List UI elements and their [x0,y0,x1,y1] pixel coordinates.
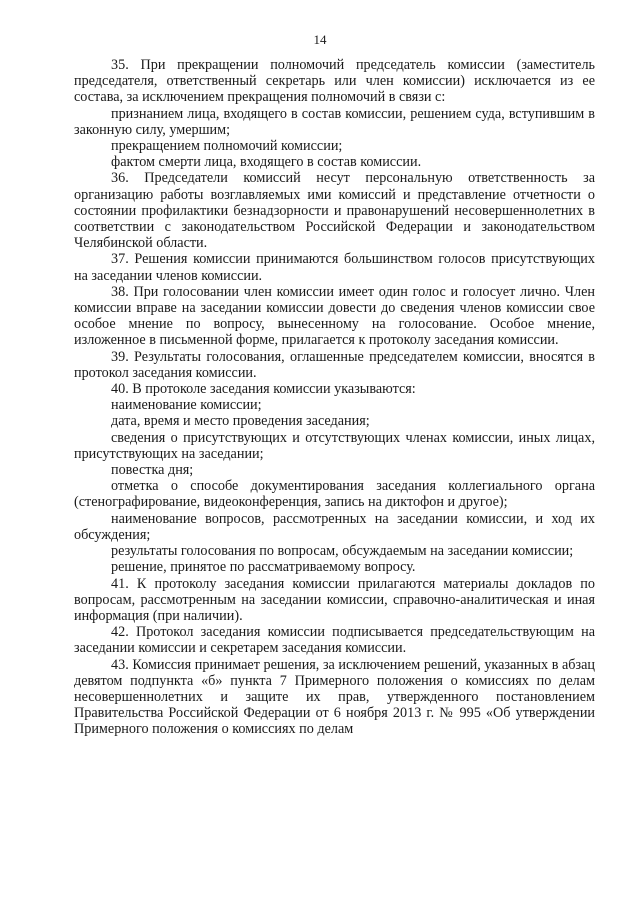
paragraph-40-item-7: результаты голосования по вопросам, обсуждаемым на заседании комиссии; [111,543,574,560]
paragraph-40-item-4: повестка дня; [111,462,194,479]
paragraph-40-item-8: решение, принятое по рассматриваемому вопросу. [111,559,416,576]
paragraph-37: 37. Решения комиссии принимаются большинством голосов присутствующих на заседании членов комиссии. [74,251,595,284]
paragraph-42: 42. Протокол заседания комиссии подписывается председательствующим на заседании комиссии и секретарем заседания комиссии. [74,624,595,657]
paragraph-40-item-6: наименование вопросов, рассмотренных на заседании комиссии, и ход их обсуждения; [74,510,595,543]
paragraph-36: 36. Председатели комиссий несут персональную ответственность за организацию работы возглавляемых ими комиссий и представление отчетности о состоянии профилактики безнадзорности и правонарушений несовершеннолетних в соответствии с законодательством Российской Федерации и законодательством Челябинской области. [74,170,595,252]
paragraph-38: 38. При голосовании член комиссии имеет один голос и голосует лично. Член комиссии вправе на заседании комиссии довести до сведения членов комиссии свое особое мнение по вопросу, вынесенному на голосование. Особое мнение, изложенное в письменной форме, прилагается к протоколу заседания комиссии. [74,283,595,349]
paragraph-41: 41. К протоколу заседания комиссии прилагаются материалы докладов по вопросам, рассмотренным на заседании комиссии, справочно-аналитическая и иная информация (при наличии). [74,575,595,624]
paragraph-35-item-1: признанием лица, входящего в состав комиссии, решением суда, вступившим в законную силу, умершим; [74,105,595,138]
paragraph-39: 39. Результаты голосования, оглашенные председателем комиссии, вносятся в протокол заседания комиссии. [74,348,595,381]
paragraph-40-item-2: дата, время и место проведения заседания; [111,413,370,430]
paragraph-35-item-3: фактом смерти лица, входящего в состав комиссии. [111,154,422,171]
paragraph-40-item-3: сведения о присутствующих и отсутствующих членах комиссии, иных лицах, присутствующих на заседании; [74,429,595,462]
paragraph-35-item-2: прекращением полномочий комиссии; [111,138,343,155]
paragraph-40-item-1: наименование комиссии; [111,397,262,414]
page-number: 14 [313,32,327,47]
paragraph-35: 35. При прекращении полномочий председатель комиссии (заместитель председателя, ответственный секретарь или член комиссии) исключается из ее состава, за исключением прекращения полномочий в связи с: [74,57,595,106]
paragraph-40-item-5: отметка о способе документирования заседания коллегиального органа (стенографирование, видеоконференция, запись на диктофон и другое); [74,478,595,511]
paragraph-40: 40. В протоколе заседания комиссии указываются: [111,381,416,398]
document-body [74,57,595,738]
paragraph-43: 43. Комиссия принимает решения, за исключением решений, указанных в абзац девятом подпункта «б» пункта 7 Примерного положения о комиссиях по делам несовершеннолетних и защите их прав, утвержденного постановлением Правительства Российской Федерации от 6 ноября 2013 г. № 995 «Об утверждении Примерного положения о комиссиях по делам [74,656,595,738]
